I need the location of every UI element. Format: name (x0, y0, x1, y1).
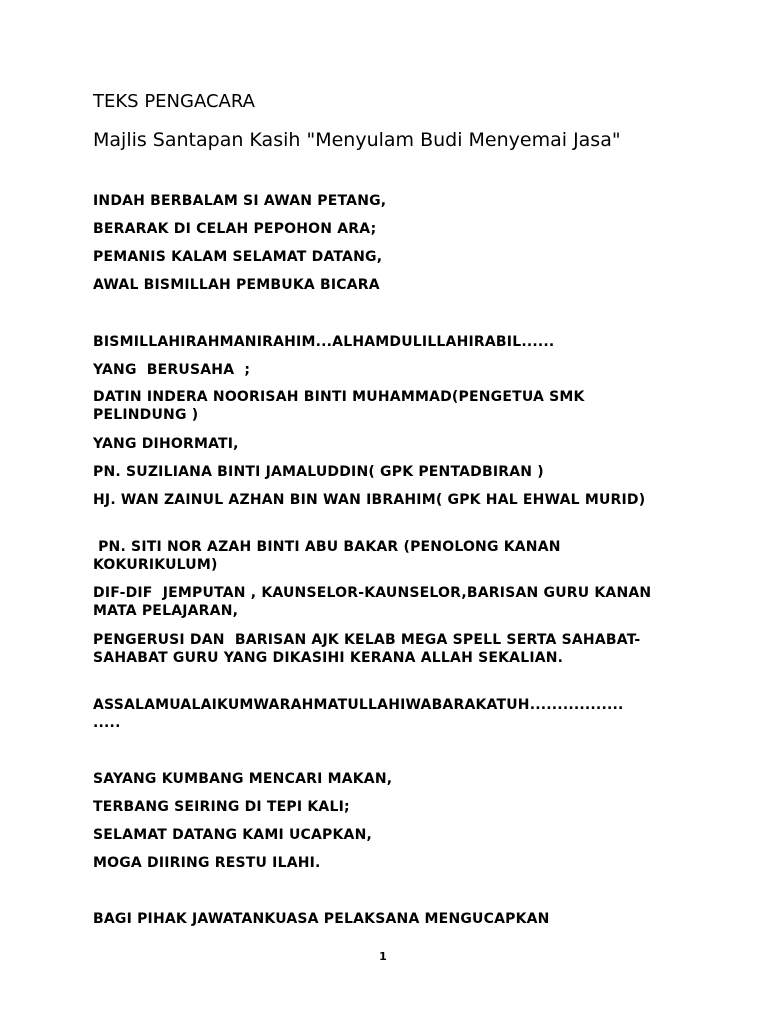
document-subtitle: Majlis Santapan Kasih "Menyulam Budi Menyemai Jasa" (93, 129, 621, 151)
pantun-line: PEMANIS KALAM SELAMAT DATANG, (93, 249, 383, 265)
guest-line: DIF-DIF JEMPUTAN , KAUNSELOR-KAUNSELOR,BARISAN GURU KANAN MATA PELAJARAN, (93, 585, 657, 619)
document-page (93, 0, 673, 1024)
pantun-line: MOGA DIIRING RESTU ILAHI. (93, 855, 321, 871)
salutation-line: YANG BERUSAHA ; (93, 362, 251, 378)
document-title: TEKS PENGACARA (93, 91, 255, 112)
pantun-line: SAYANG KUMBANG MENCARI MAKAN, (93, 771, 393, 787)
page-number: 1 (379, 950, 387, 963)
guest-line: DATIN INDERA NOORISAH BINTI MUHAMMAD(PENGETUA SMK PELINDUNG ) (93, 389, 585, 423)
pantun-line: AWAL BISMILLAH PEMBUKA BICARA (93, 277, 380, 293)
greeting-line: BISMILLAHIRAHMANIRAHIM...ALHAMDULILLAHIRABIL...... (93, 334, 555, 350)
pantun-line: SELAMAT DATANG KAMI UCAPKAN, (93, 827, 373, 843)
body-line: BAGI PIHAK JAWATANKUASA PELAKSANA MENGUCAPKAN (93, 911, 550, 927)
pantun-line: BERARAK DI CELAH PEPOHON ARA; (93, 221, 377, 237)
salutation-line: YANG DIHORMATI, (93, 436, 239, 452)
guest-line: PENGERUSI DAN BARISAN AJK KELAB MEGA SPELL SERTA SAHABAT-SAHABAT GURU YANG DIKASIHI KERANA ALLAH SEKALIAN. (93, 632, 641, 666)
greeting-line: ASSALAMUALAIKUMWARAHMATULLAHIWABARAKATUH................. (93, 697, 624, 713)
pantun-line: TERBANG SEIRING DI TEPI KALI; (93, 799, 350, 815)
guest-line: HJ. WAN ZAINUL AZHAN BIN WAN IBRAHIM( GPK HAL EHWAL MURID) (93, 492, 646, 508)
guest-line: PN. SUZILIANA BINTI JAMALUDDIN( GPK PENTADBIRAN ) (93, 464, 544, 480)
guest-line: PN. SITI NOR AZAH BINTI ABU BAKAR (PENOLONG KANAN KOKURIKULUM) (93, 539, 566, 573)
pantun-line: INDAH BERBALAM SI AWAN PETANG, (93, 193, 387, 209)
greeting-line: ..... (93, 715, 121, 731)
